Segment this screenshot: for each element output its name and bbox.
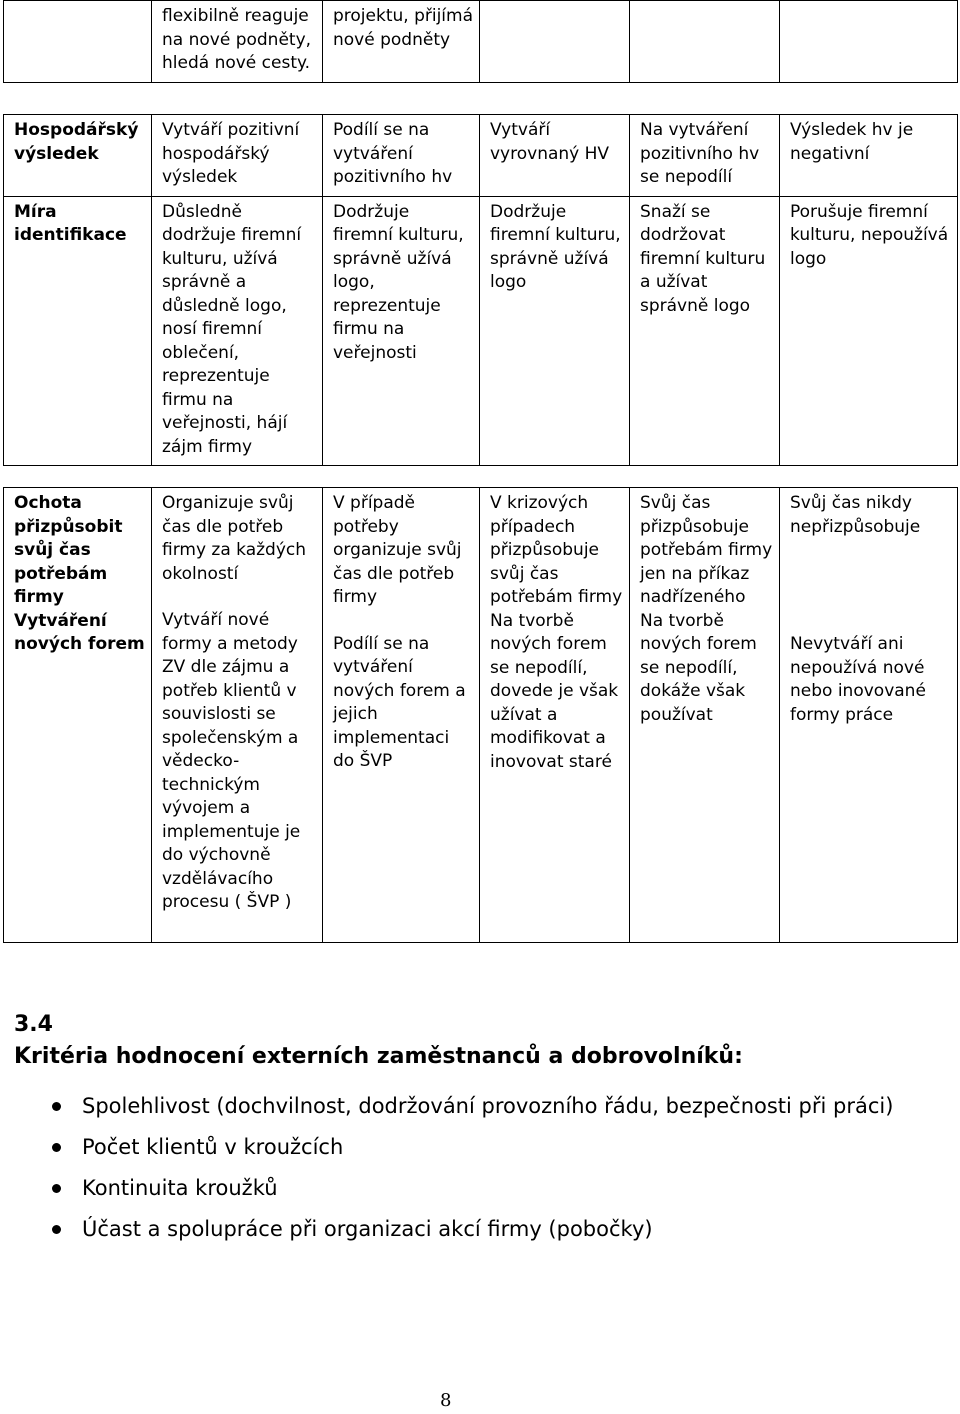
table-cell: [780, 1, 958, 83]
table-cell: Porušuje firemní kulturu, nepoužívá logo: [780, 196, 958, 466]
table-cell: [630, 488, 780, 943]
criteria-list: [28, 1086, 893, 1250]
table-top: [3, 0, 958, 83]
table-cell: Důsledně dodržuje firemní kulturu, užívá správně a důsledně logo, nosí firemní oblečení, reprezentuje firmu na veřejnosti, hájí zájm firmy: [152, 196, 323, 466]
cell-text: V krizových případech přizpůsobuje svůj čas potřebám firmy: [490, 493, 623, 607]
table-row: [4, 1, 958, 83]
table-cell: Vytváří pozitivní hospodářský výsledek: [152, 115, 323, 197]
list-item-text: Účast a spolupráce při organizaci akcí firmy (pobočky): [82, 1217, 653, 1241]
table-cell: Dodržuje firemní kulturu, správně užívá logo, reprezentuje firmu na veřejnosti: [323, 196, 480, 466]
list-item: [28, 1086, 893, 1127]
list-item: [28, 1209, 893, 1250]
table-cell: [323, 488, 480, 943]
list-item-text: Spolehlivost (dochvilnost, dodržování provozního řádu, bezpečnosti při práci): [82, 1094, 894, 1118]
cell-text: Vytváří nové formy a metody ZV dle zájmu a potřeb klientů v souvislosti se společenským a vědecko-technickým vývojem a implementuje je do výchovně vzdělávacího procesu ( ŠVP ): [162, 610, 301, 912]
cell-text: Na tvorbě nových forem se nepodílí, dovede je však užívat a modifikovat a inovovat staré: [490, 610, 619, 772]
table-cell: flexibilně reaguje na nové podněty, hledá nové cesty.: [152, 1, 323, 83]
row-header: Hospodářský výsledek: [4, 115, 152, 197]
table-cell: [630, 1, 780, 83]
row-header: [4, 488, 152, 943]
table-cell: Podílí se na vytváření pozitivního hv: [323, 115, 480, 197]
cell-text: V případě potřeby organizuje svůj čas dle potřeb firmy: [333, 493, 462, 607]
table-cell: Na vytváření pozitivního hv se nepodílí: [630, 115, 780, 197]
table-cell: [480, 488, 630, 943]
row-header-vytvareni: Vytváření nových forem: [14, 610, 145, 654]
bullet-icon: [52, 1102, 61, 1111]
row-header-ochota: Ochota přizpůsobit svůj čas potřebám firmy: [14, 493, 123, 607]
table-row: [4, 115, 958, 197]
cell-text: Na tvorbě nových forem se nepodílí, dokáže však používat: [640, 610, 757, 725]
table-cell: [152, 488, 323, 943]
list-item: [28, 1168, 893, 1209]
cell-text: Podílí se na vytváření nových forem a jejich implementaci do ŠVP: [333, 633, 466, 771]
table-cell: projektu, přijímá nové podněty: [323, 1, 480, 83]
table-middle: [3, 114, 958, 466]
cell-text: Nevytváří ani nepoužívá nové nebo inovované formy práce: [790, 634, 926, 725]
table-row: [4, 488, 958, 943]
list-item: [28, 1127, 893, 1168]
cell-text: Svůj čas nikdy nepřizpůsobuje: [790, 493, 921, 537]
cell-text: Organizuje svůj čas dle potřeb firmy za každých okolností: [162, 493, 307, 584]
bullet-icon: [52, 1184, 61, 1193]
table-cell: Dodržuje firemní kulturu, správně užívá logo: [480, 196, 630, 466]
list-item-text: Počet klientů v kroužcích: [82, 1135, 344, 1159]
list-item-text: Kontinuita kroužků: [82, 1176, 278, 1200]
table-row: [4, 196, 958, 466]
table-cell: Vytváří vyrovnaný HV: [480, 115, 630, 197]
table-bottom: [3, 487, 958, 943]
table-cell: Snaží se dodržovat firemní kulturu a užívat správně logo: [630, 196, 780, 466]
cell-text: Svůj čas přizpůsobuje potřebám firmy jen na příkaz nadřízeného: [640, 493, 773, 607]
table-cell: [780, 488, 958, 943]
row-header: Míra identifikace: [4, 196, 152, 466]
bullet-icon: [52, 1143, 61, 1152]
bullet-icon: [52, 1225, 61, 1234]
page-number: 8: [440, 1390, 452, 1411]
section-title: Kritéria hodnocení externích zaměstnanců a dobrovolníků:: [14, 1044, 743, 1069]
table-cell: Výsledek hv je negativní: [780, 115, 958, 197]
section-number: 3.4: [14, 1012, 53, 1037]
table-cell: [480, 1, 630, 83]
table-cell: [4, 1, 152, 83]
